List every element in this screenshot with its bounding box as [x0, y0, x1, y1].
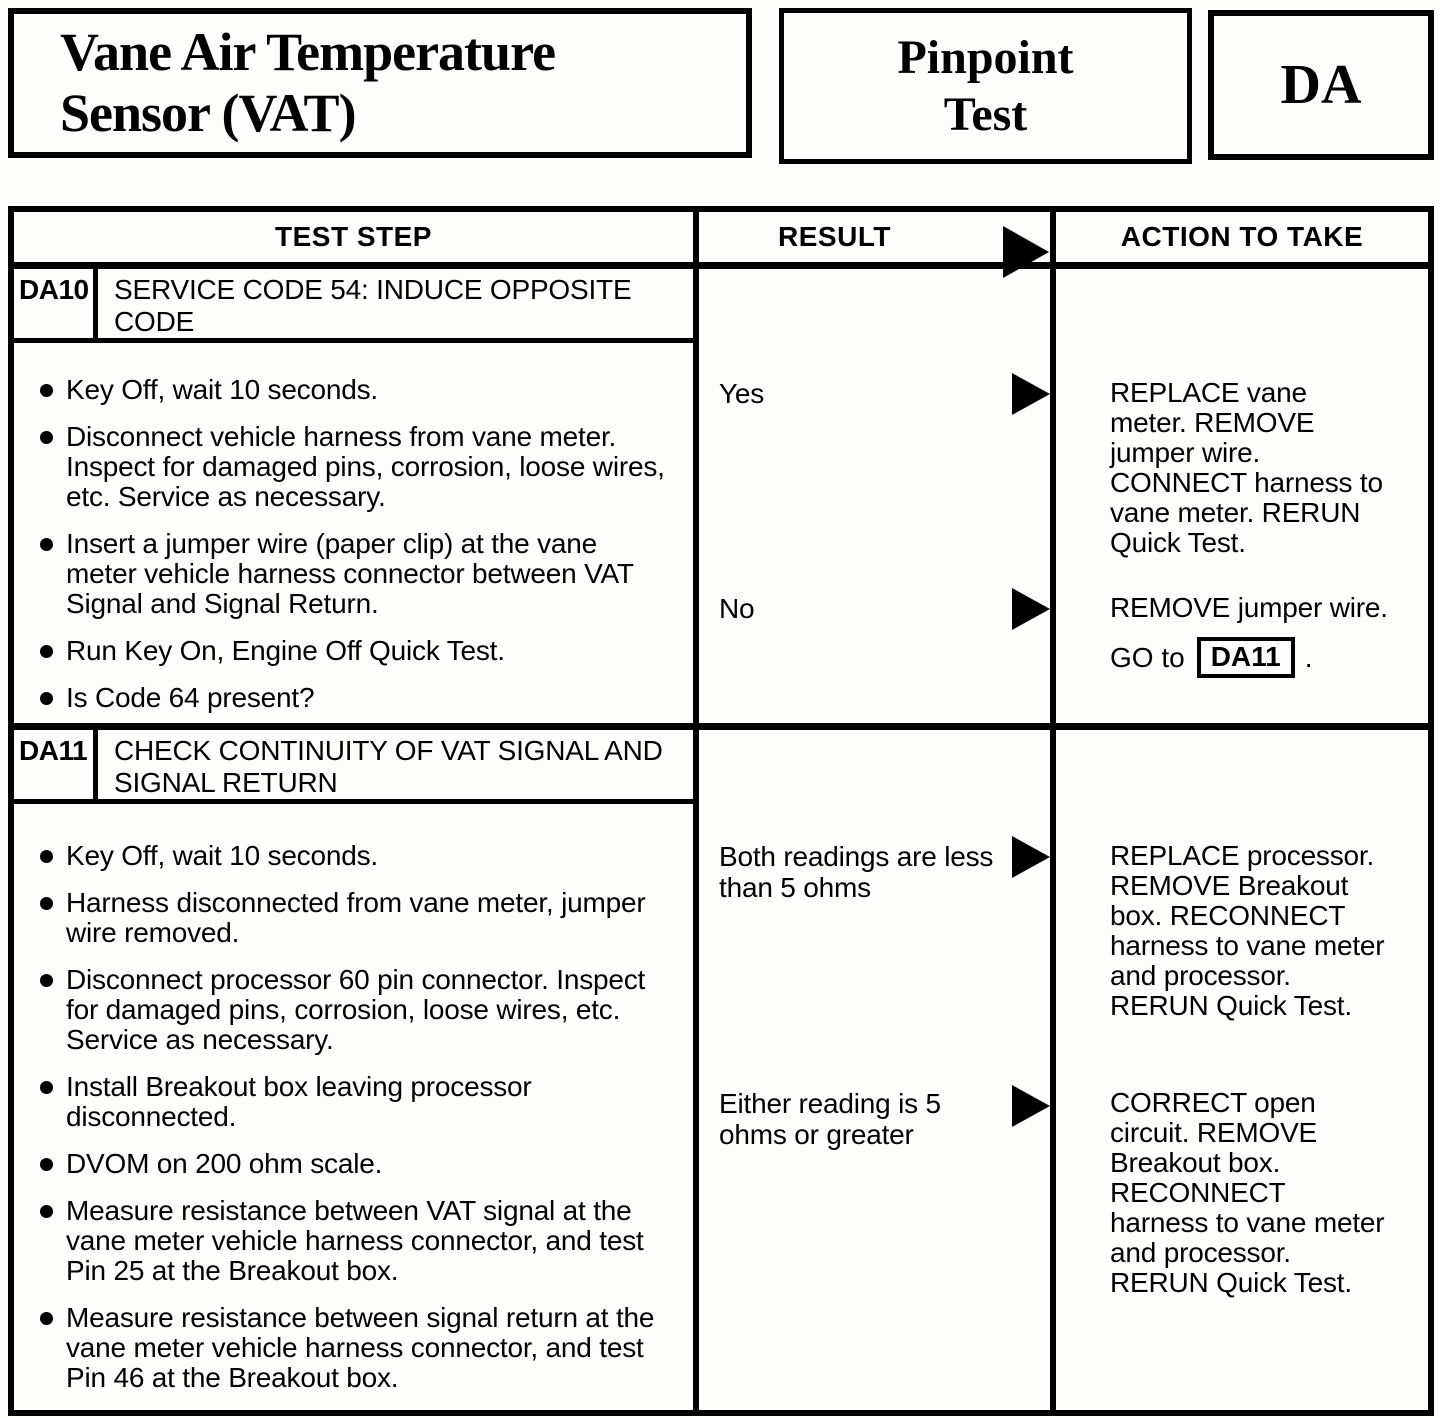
section-da11-body-row — [14, 801, 1428, 1410]
test-step-list — [14, 801, 693, 1393]
result-text: Both readings are less than 5 ohms — [719, 841, 994, 903]
table-header-row — [14, 212, 1428, 269]
pinpoint-test-table — [8, 206, 1434, 1416]
section-da11 — [14, 723, 1428, 1410]
list-item: Measure resistance between signal return at the vane meter vehicle harness connector, and test Pin 46 at the Breakout box. — [66, 1303, 665, 1393]
column-header-test-step: TEST STEP — [275, 221, 432, 252]
action-text: REMOVE jumper wire. GO to DA11 . — [1110, 593, 1410, 678]
section-code-box — [1208, 10, 1434, 160]
result-arrow-icon — [1012, 836, 1050, 878]
pinpoint-test-box — [779, 8, 1192, 164]
list-item: Harness disconnected from vane meter, jumper wire removed. — [66, 888, 665, 948]
pinpoint-test-line-2: Test — [943, 88, 1028, 141]
sensor-title-box — [8, 8, 752, 158]
section-da10-body-row — [14, 335, 1428, 723]
test-step-list — [14, 335, 693, 713]
section-title: SERVICE CODE 54: INDUCE OPPOSITE CODE — [114, 274, 632, 337]
goto-reference: GO to DA11 . — [1110, 637, 1410, 678]
goto-target-box: DA11 — [1197, 637, 1295, 678]
section-id-cell: DA11 — [14, 730, 98, 799]
action-text: CORRECT open circuit. REMOVE Breakout box. RECONNECT harness to vane meter and processor. RERUN Quick Test. — [1110, 1087, 1385, 1298]
section-da10-title-row — [14, 269, 1428, 335]
action-text: REPLACE vane meter. REMOVE jumper wire. CONNECT harness to vane meter. RERUN Quick Test. — [1110, 377, 1383, 558]
list-item: Is Code 64 present? — [66, 683, 665, 713]
result-text: Either reading is 5 ohms or greater — [719, 1088, 941, 1150]
section-id-cell: DA10 — [14, 269, 98, 338]
list-item: Key Off, wait 10 seconds. — [66, 841, 665, 871]
result-text: No — [719, 593, 755, 624]
sensor-title-line-1: Vane Air Temperature — [60, 22, 556, 82]
list-item: Key Off, wait 10 seconds. — [66, 375, 665, 405]
list-item: Disconnect processor 60 pin connector. Inspect for damaged pins, corrosion, loose wires, etc. Service as necessary. — [66, 965, 665, 1055]
result-arrow-icon — [1012, 373, 1050, 415]
list-item: Disconnect vehicle harness from vane meter. Inspect for damaged pins, corrosion, loose wires, etc. Service as necessary. — [66, 421, 665, 512]
column-header-action: ACTION TO TAKE — [1050, 212, 1428, 262]
section-title: CHECK CONTINUITY OF VAT SIGNAL AND SIGNAL RETURN — [114, 735, 663, 798]
section-code-label: DA — [1280, 54, 1362, 116]
list-item: Run Key On, Engine Off Quick Test. — [66, 636, 665, 666]
list-item: Install Breakout box leaving processor disconnected. — [66, 1072, 665, 1132]
list-item: DVOM on 200 ohm scale. — [66, 1149, 665, 1179]
result-arrow-icon — [1012, 588, 1050, 630]
list-item: Measure resistance between VAT signal at the vane meter vehicle harness connector, and test Pin 25 at the Breakout box. — [66, 1196, 665, 1286]
result-arrow-icon — [1012, 1085, 1050, 1127]
list-item: Insert a jumper wire (paper clip) at the vane meter vehicle harness connector between VAT Signal and Signal Return. — [66, 529, 665, 619]
pinpoint-test-line-1: Pinpoint — [897, 31, 1074, 84]
column-header-result-label: RESULT — [778, 221, 891, 252]
section-da11-title-row — [14, 730, 1428, 801]
result-text: Yes — [719, 378, 765, 409]
sensor-title-line-2: Sensor (VAT) — [60, 83, 356, 143]
section-da10 — [14, 269, 1428, 723]
column-header-result — [693, 212, 1050, 262]
action-text: REPLACE processor. REMOVE Breakout box. RECONNECT harness to vane meter and processor. RERUN Quick Test. — [1110, 840, 1385, 1021]
